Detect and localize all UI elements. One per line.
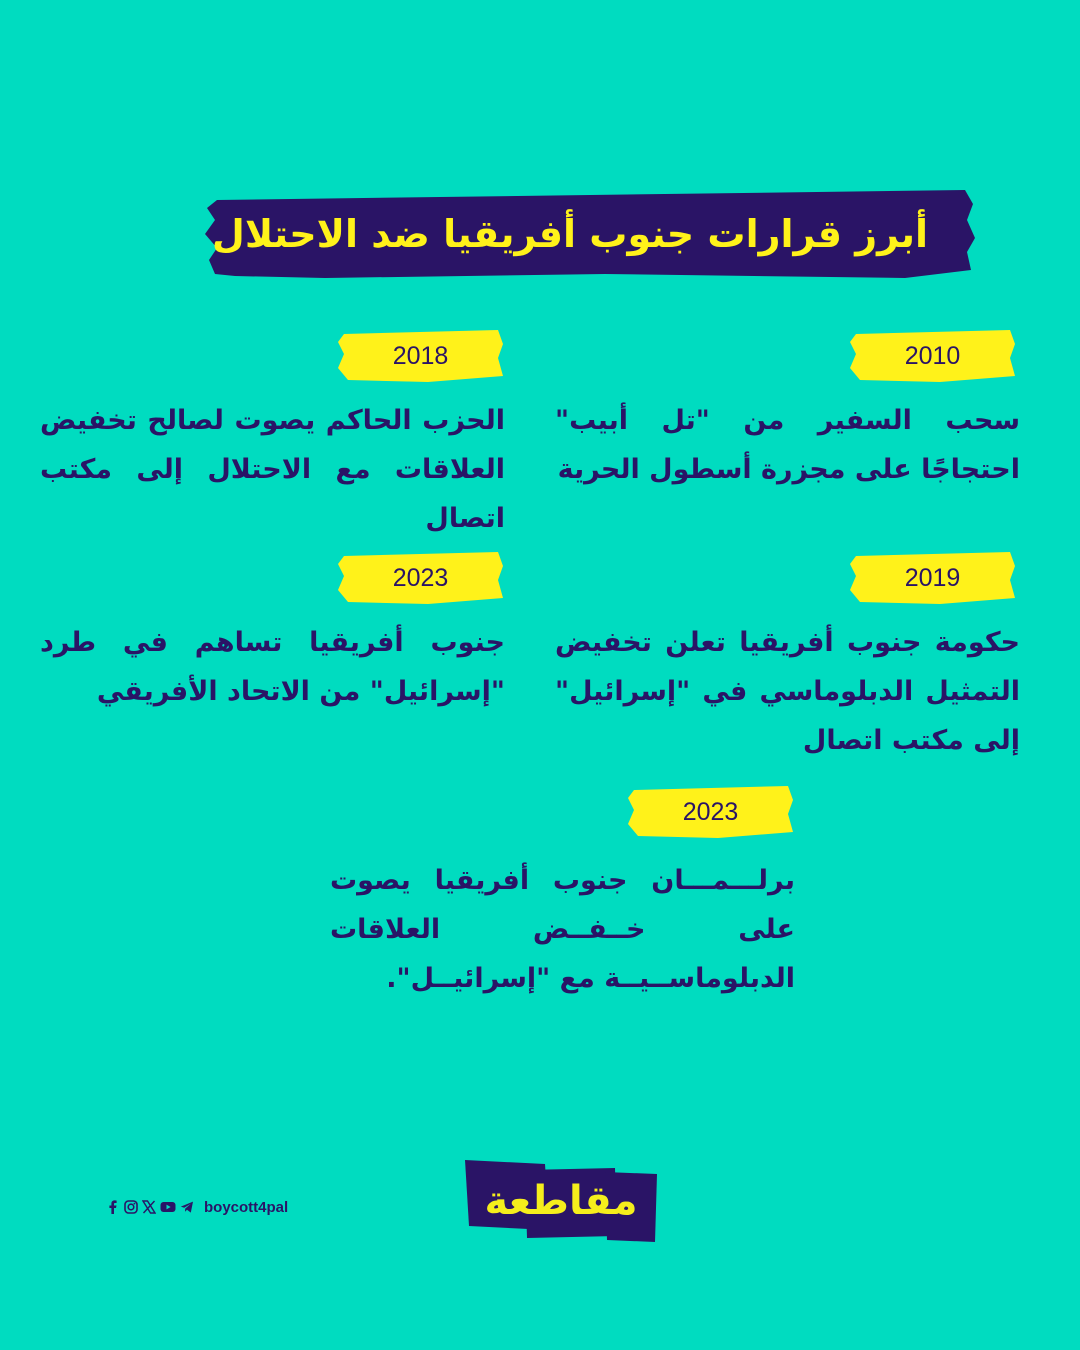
item-description: الحزب الحاكم يصوت لصالح تخفيض العلاقات مع الاحتلال إلى مكتب اتصال (40, 405, 505, 534)
year-badge (338, 330, 503, 382)
year-label: 2018 (392, 341, 449, 370)
item-description: حكومة جنوب أفريقيا تعلن تخفيض التمثيل الدبلوماسي في "إسرائيل" إلى مكتب اتصال (555, 627, 1020, 756)
year-badge (338, 552, 503, 604)
instagram-icon[interactable] (124, 1200, 138, 1214)
item-description: برلـــمـــان جنوب أفريقيا يصوت على خــفــض العلاقات الدبلوماســيــة مع "إسرائيــل". (330, 865, 795, 994)
year-badge (628, 786, 793, 838)
youtube-icon[interactable] (160, 1200, 176, 1214)
year-label: 2023 (682, 797, 739, 826)
social-handle[interactable]: boycott4pal (204, 1198, 289, 1216)
title-banner (205, 190, 975, 278)
boycott-logo (465, 1160, 657, 1242)
social-links (106, 1196, 288, 1218)
page-title: أبرز قرارات جنوب أفريقيا ضد الاحتلال (211, 212, 929, 256)
item-description: جنوب أفريقيا تساهم في طرد "إسرائيل" من الاتحاد الأفريقي (40, 627, 505, 707)
facebook-icon[interactable] (106, 1200, 120, 1214)
logo-text: مقاطعة (484, 1178, 638, 1224)
year-badge (850, 552, 1015, 604)
year-label: 2019 (904, 563, 961, 592)
x-icon[interactable] (142, 1200, 156, 1214)
telegram-icon[interactable] (180, 1200, 194, 1214)
year-badge (850, 330, 1015, 382)
item-description: سحب السفير من "تل أبيب" احتجاجًا على مجزرة أسطول الحرية (555, 405, 1020, 485)
year-label: 2010 (904, 341, 961, 370)
year-label: 2023 (392, 563, 449, 592)
